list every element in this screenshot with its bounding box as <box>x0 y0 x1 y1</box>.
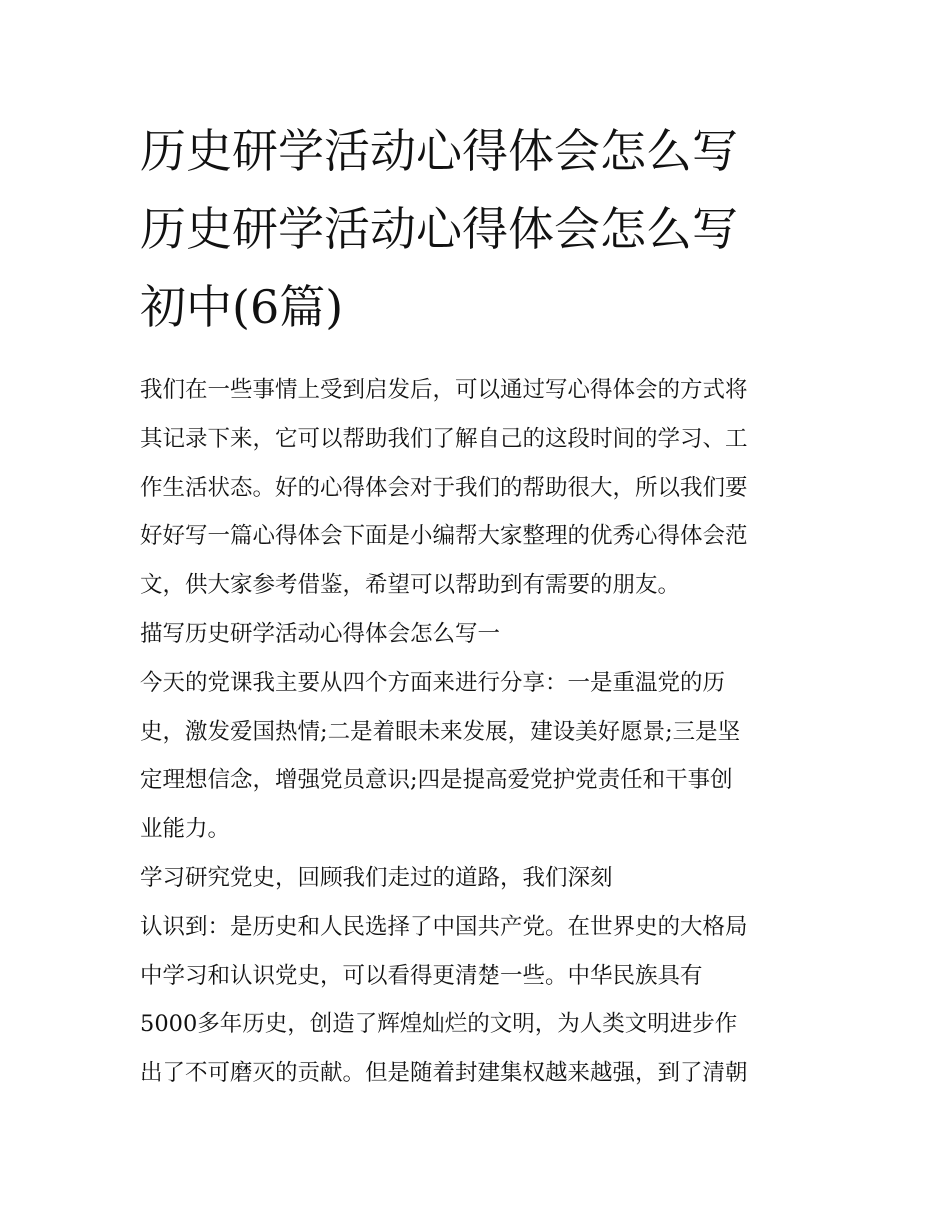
title-line: 初中(6篇) <box>140 280 344 334</box>
intro-line: 其记录下来，它可以帮助我们了解自己的这段时间的学习、工 <box>140 425 748 452</box>
document-title <box>140 112 820 346</box>
document-content <box>140 112 820 1098</box>
section-heading: 描写历史研学活动心得体会怎么写一 <box>140 620 501 647</box>
body-line: 业能力。 <box>140 816 231 843</box>
body-line: 中学习和认识党史，可以看得更清楚一些。中华民族具有 <box>140 962 703 989</box>
body-line: 史，激发爱国热情;二是着眼未来发展，建设美好愿景;三是坚 <box>140 718 741 745</box>
intro-line: 文，供大家参考借鉴，希望可以帮助到有需要的朋友。 <box>140 572 681 599</box>
body-line: 出了不可磨灭的贡献。但是随着封建集权越来越强，到了清朝 <box>140 1060 748 1087</box>
body-line: 今天的党课我主要从四个方面来进行分享：一是重温党的历 <box>140 669 726 696</box>
body-line: 定理想信念，增强党员意识;四是提高爱党护党责任和干事创 <box>140 767 733 794</box>
intro-line: 我们在一些事情上受到启发后，可以通过写心得体会的方式将 <box>140 377 748 403</box>
intro-line: 作生活状态。好的心得体会对于我们的帮助很大，所以我们要 <box>140 474 748 501</box>
body-line: 认识到：是历史和人民选择了中国共产党。在世界史的大格局 <box>140 913 748 940</box>
body-line: 5000多年历史，创造了辉煌灿烂的文明，为人类文明进步作 <box>140 1011 738 1038</box>
intro-line: 好好写一篇心得体会下面是小编帮大家整理的优秀心得体会范 <box>140 523 748 550</box>
title-line: 历史研学活动心得体会怎么写 <box>140 124 738 178</box>
document-body <box>140 366 820 1098</box>
body-line: 学习研究党史，回顾我们走过的道路，我们深刻 <box>140 864 613 891</box>
title-line: 历史研学活动心得体会怎么写 <box>140 202 738 256</box>
